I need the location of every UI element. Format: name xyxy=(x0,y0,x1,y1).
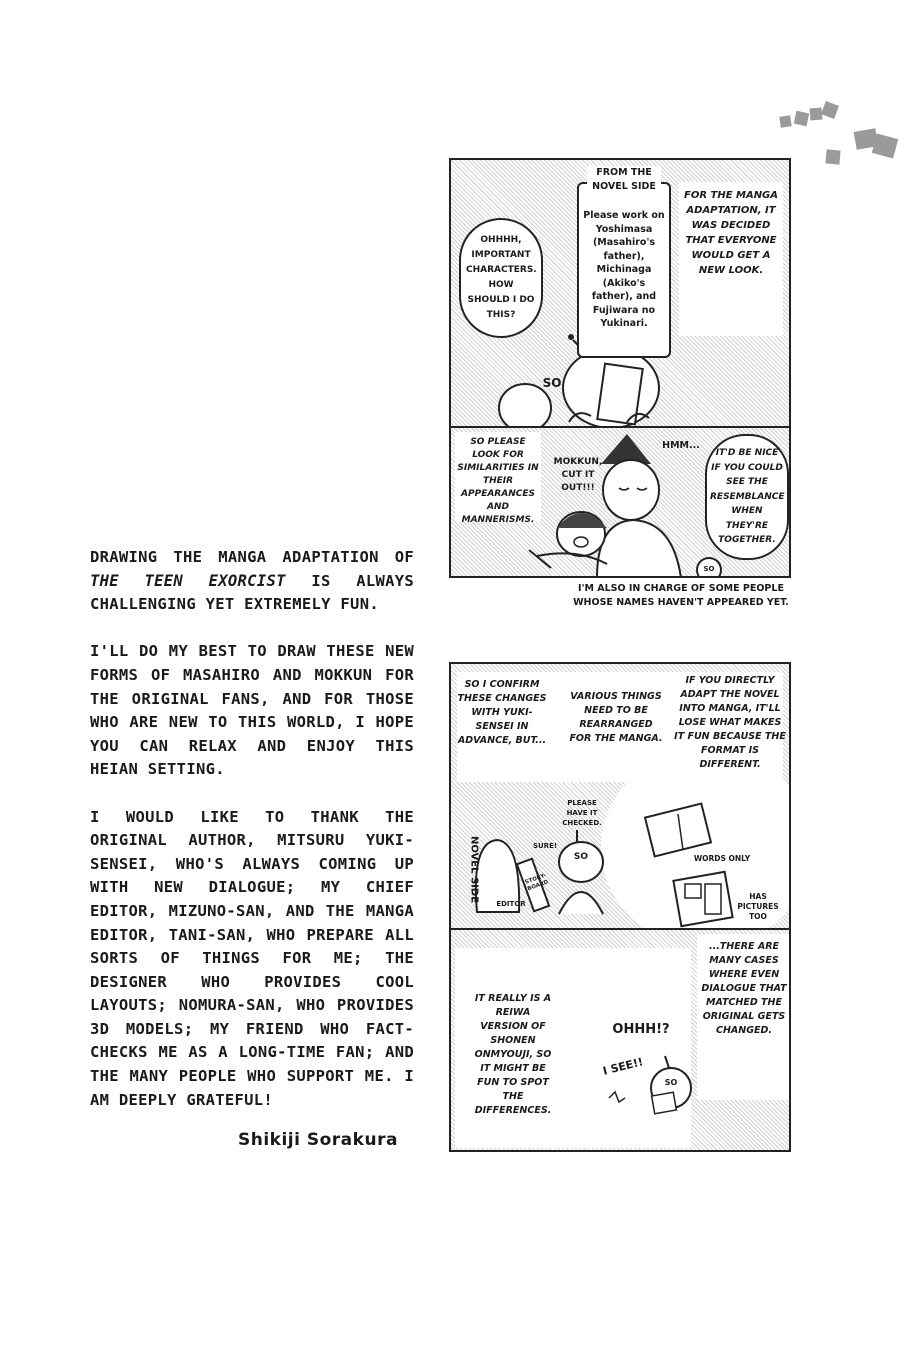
thought-text: IT'D BE NICE IF YOU COULD SEE THE RESEMBLANCE WHEN THEY'RE TOGETHER. xyxy=(710,448,785,546)
so-label: SO xyxy=(542,376,562,390)
afterword-paragraph-1: DRAWING THE MANGA ADAPTATION OF THE TEEN EXORCIST IS ALWAYS CHALLENGING YET EXTREMELY FUN. xyxy=(90,548,414,614)
comic2-panel1 xyxy=(449,662,791,930)
editor-and-so-art xyxy=(451,664,791,930)
thought-text: OHHHH, IMPORTANT CHARACTERS. HOW SHOULD I DO THIS? xyxy=(466,235,537,320)
mokkun-shout: MOKKUN, CUT IT OUT!!! xyxy=(553,457,603,493)
editor-label: EDITOR xyxy=(496,900,526,908)
afterword-text xyxy=(90,546,414,1136)
decorative-square xyxy=(779,115,791,127)
narration-text-2: VARIOUS THINGS NEED TO BE REARRANGED FOR THE MANGA. xyxy=(569,691,663,744)
words-only-label: WORDS ONLY xyxy=(693,854,751,863)
please-check-text: PLEASE HAVE IT CHECKED. xyxy=(562,799,602,827)
narration-text: FOR THE MANGA ADAPTATION, IT WAS DECIDED THAT EVERYONE WOULD GET A NEW LOOK. xyxy=(683,190,779,276)
so-label: SO xyxy=(664,1078,678,1087)
thought-bubble xyxy=(705,434,789,560)
comic1-panel2 xyxy=(449,426,791,578)
so-label: SO xyxy=(573,852,589,862)
author-signature: Shikiji Sorakura xyxy=(238,1130,398,1150)
i-see-text: I SEE!! xyxy=(601,1055,645,1078)
has-pictures-label: HAS PICTURES TOO xyxy=(737,892,779,921)
decorative-square xyxy=(872,133,898,158)
request-text: Please work on Yoshimasa (Masahiro's father), Michinaga (Akiko's father), and Fujiwara no Yukinari. xyxy=(583,210,665,330)
narration-text-right: ...THERE ARE MANY CASES WHERE EVEN DIALOGUE THAT MATCHED THE ORIGINAL GETS CHANGED. xyxy=(701,941,787,1036)
thought-bubble xyxy=(459,218,543,338)
decorative-square xyxy=(794,111,809,126)
comic2-panel2 xyxy=(449,928,791,1152)
narration-text-1: SO I CONFIRM THESE CHANGES WITH YUKI-SENSEI IN ADVANCE, BUT... xyxy=(457,679,547,746)
narration-text: SO PLEASE LOOK FOR SIMILARITIES IN THEIR APPEARANCES AND MANNERISMS. xyxy=(457,437,539,525)
narration-text-3: IF YOU DIRECTLY ADAPT THE NOVEL INTO MANGA, IT'LL LOSE WHAT MAKES IT FUN BECAUSE THE FORMAT IS DIFFERENT. xyxy=(674,675,786,770)
ohhh-text: OHHH!? xyxy=(612,1022,670,1037)
comic1-panel1 xyxy=(449,158,791,428)
decorative-square xyxy=(825,149,840,164)
strip1-caption: I'M ALSO IN CHARGE OF SOME PEOPLE WHOSE NAMES HAVEN'T APPEARED YET. xyxy=(573,583,789,608)
sure-text: SURE! xyxy=(532,842,558,850)
series-title: THE TEEN EXORCIST xyxy=(90,571,286,590)
hmm-text: HMM... xyxy=(662,440,700,451)
afterword-paragraph-2: I'LL DO MY BEST TO DRAW THESE NEW FORMS OF MASAHIRO AND MOKKUN FOR THE ORIGINAL FANS, AND FOR THOSE WHO ARE NEW TO THIS WORLD, I HOPE YOU CAN RELAX AND ENJOY THIS HEIAN SETTING. xyxy=(90,642,414,779)
request-speech-bubble xyxy=(577,182,671,358)
storyboard-label: STORY-BOARD xyxy=(524,872,550,893)
narration-text: IT REALLY IS A REIWA VERSION OF SHONEN ONMYOUJI, SO IT MIGHT BE FUN TO SPOT THE DIFFERENCES. xyxy=(474,993,552,1116)
novel-side-label: NOVEL SIDE xyxy=(468,835,480,904)
afterword-paragraph-3: I WOULD LIKE TO THANK THE ORIGINAL AUTHOR, MITSURU YUKI-SENSEI, WHO'S ALWAYS COMING UP WITH NEW DIALOGUE; MY CHIEF EDITOR, MIZUNO-SAN, AND THE MANGA EDITOR, TANI-SAN, WHO PREPARE ALL SORTS OF THINGS FOR ME; THE DESIGNER WHO PROVIDES COOL LAYOUTS; NOMURA-SAN, WHO PROVIDES 3D MODELS; MY FRIEND WHO FACT-CHECKS ME AS A LONG-TIME FAN; AND THE MANY PEOPLE WHO SUPPORT ME. I AM DEEPLY GRATEFUL! xyxy=(90,807,414,1109)
so-label: SO xyxy=(703,565,715,573)
novel-side-label: FROM THE NOVEL SIDE xyxy=(587,166,661,194)
decorative-square xyxy=(821,101,839,119)
